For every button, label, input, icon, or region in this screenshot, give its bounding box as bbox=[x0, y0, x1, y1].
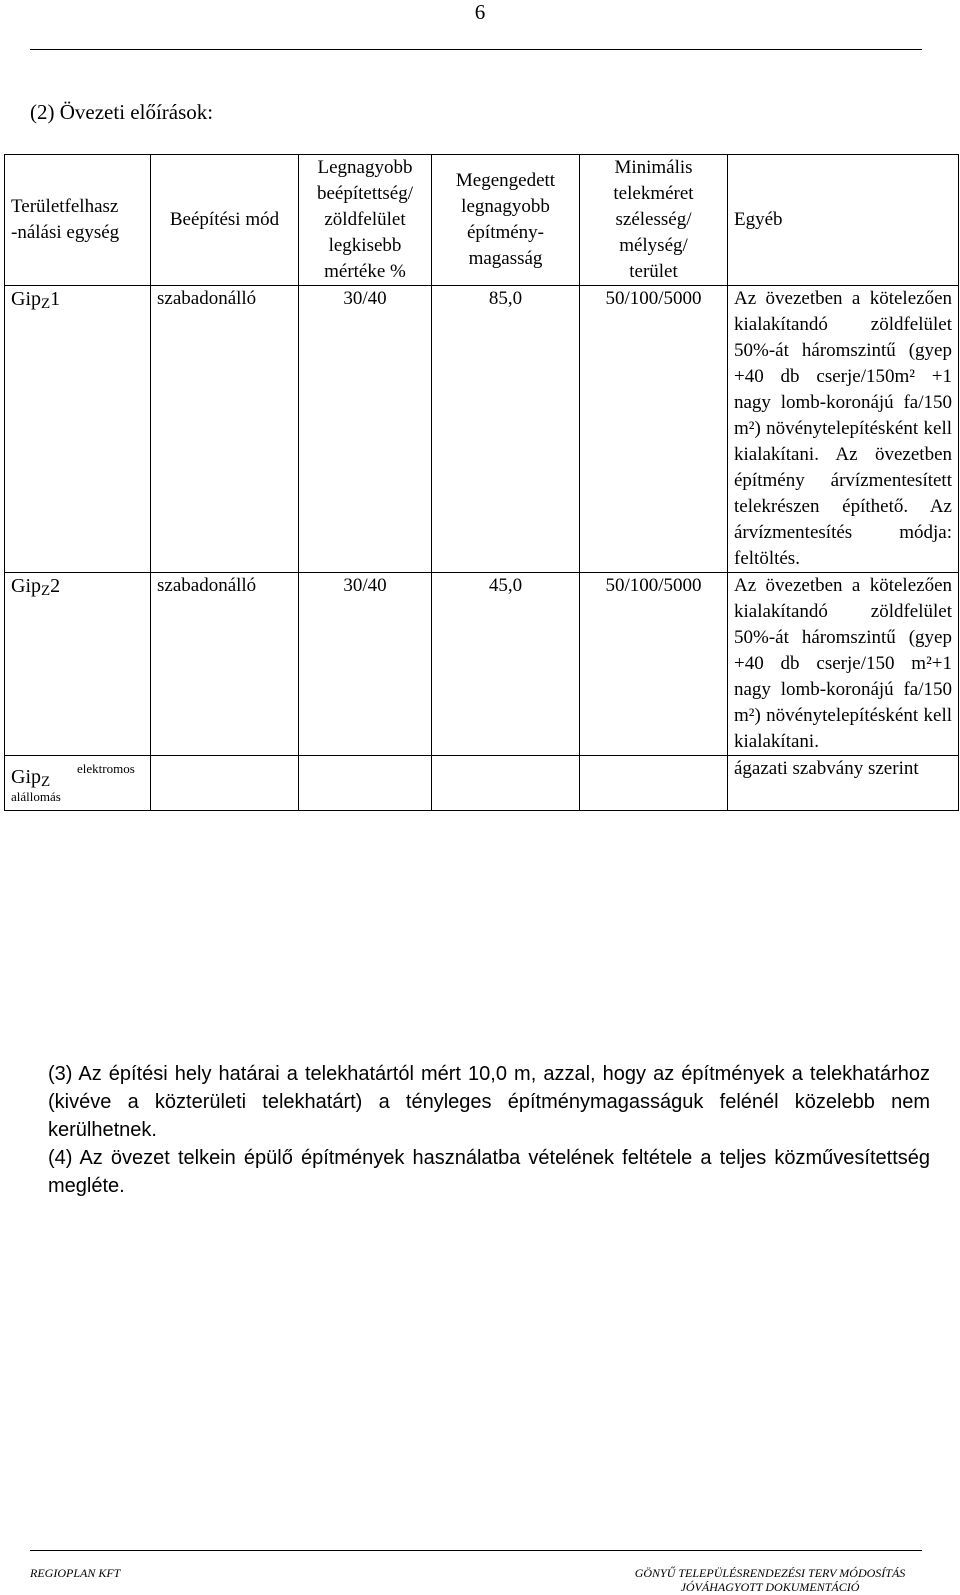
other-requirements: Az övezetben a kötelezően kialakítandó zöldfelület 50%-át háromszintű (gyep +40 db cserje/150 m²+1 nagy lomb-koronájú fa/150 m²) növénytelepítésként kell kialakítani. bbox=[728, 573, 959, 756]
paragraph-4: (4) Az övezet telkein épülő építmények használatba vételének feltétele a teljes közművesítettség megléte. bbox=[48, 1147, 930, 1197]
zone-code: Gip$_Z$ elektromos alállomás bbox=[5, 756, 151, 811]
zoning-table bbox=[4, 154, 959, 811]
footer-title-line2: JÓVÁHAGYOTT DOKUMENTÁCIÓ bbox=[680, 1580, 860, 1594]
other-requirements: Az övezetben a kötelezően kialakítandó zöldfelület 50%-át háromszintű (gyep +40 db cserje/150m² +1 nagy lomb-koronájú fa/150 m²) növénytelepítésként kell kialakítani. Az övezetben építmény árvízmentesített telekrészen építhető. Az árvízmentesítés módja: feltöltés. bbox=[728, 286, 959, 573]
height-value: 45,0 bbox=[432, 573, 580, 756]
header-plot-size: Minimális telekméret szélesség/ mélység/ terület bbox=[580, 155, 728, 286]
building-mode: szabadonálló bbox=[151, 573, 299, 756]
zone-suffix-top: elektromos bbox=[77, 761, 135, 776]
footer-company: REGIOPLAN KFT bbox=[30, 1566, 121, 1580]
table-header-row bbox=[5, 155, 959, 286]
footer-document-title bbox=[610, 1566, 930, 1594]
page-number: 6 bbox=[474, 0, 486, 24]
header-other: Egyéb bbox=[728, 155, 959, 286]
table-row bbox=[5, 286, 959, 573]
zone-code: Gip$_Z$1 bbox=[5, 286, 151, 573]
footer-title-line1: GÖNYŰ TELEPÜLÉSRENDEZÉSI TERV MÓDOSÍTÁS bbox=[634, 1566, 906, 1580]
header-rule bbox=[30, 49, 922, 50]
plot-size-value: 50/100/5000 bbox=[580, 573, 728, 756]
header-height: Megengedett legnagyobb építmény- magasság bbox=[432, 155, 580, 286]
building-mode: szabadonálló bbox=[151, 286, 299, 573]
other-requirements: ágazati szabvány szerint bbox=[728, 756, 959, 811]
section-title: (2) Övezeti előírások: bbox=[30, 100, 214, 124]
height-value: 85,0 bbox=[432, 286, 580, 573]
header-building-mode: Beépítési mód bbox=[151, 155, 299, 286]
body-text bbox=[30, 1060, 930, 1200]
paragraph-3: (3) Az építési hely határai a telekhatártól mért 10,0 m, azzal, hogy az építmények a telekhatárhoz (kivéve a közterületi telekhatárt) a tényleges építménymagasságuk felénél közelebb nem kerülhetnek. bbox=[48, 1063, 930, 1141]
table-row bbox=[5, 573, 959, 756]
header-coverage: Legnagyobb beépítettség/ zöldfelület legkisebb mértéke % bbox=[299, 155, 432, 286]
coverage-value: 30/40 bbox=[299, 573, 432, 756]
table-row bbox=[5, 756, 959, 811]
header-land-use-unit: Területfelhasz -nálási egység bbox=[5, 155, 151, 286]
height-value bbox=[432, 756, 580, 811]
coverage-value bbox=[299, 756, 432, 811]
building-mode bbox=[151, 756, 299, 811]
zone-code: Gip$_Z$2 bbox=[5, 573, 151, 756]
plot-size-value: 50/100/5000 bbox=[580, 286, 728, 573]
coverage-value: 30/40 bbox=[299, 286, 432, 573]
plot-size-value bbox=[580, 756, 728, 811]
zone-suffix-bottom: alállomás bbox=[11, 789, 61, 804]
footer-rule bbox=[30, 1550, 922, 1551]
